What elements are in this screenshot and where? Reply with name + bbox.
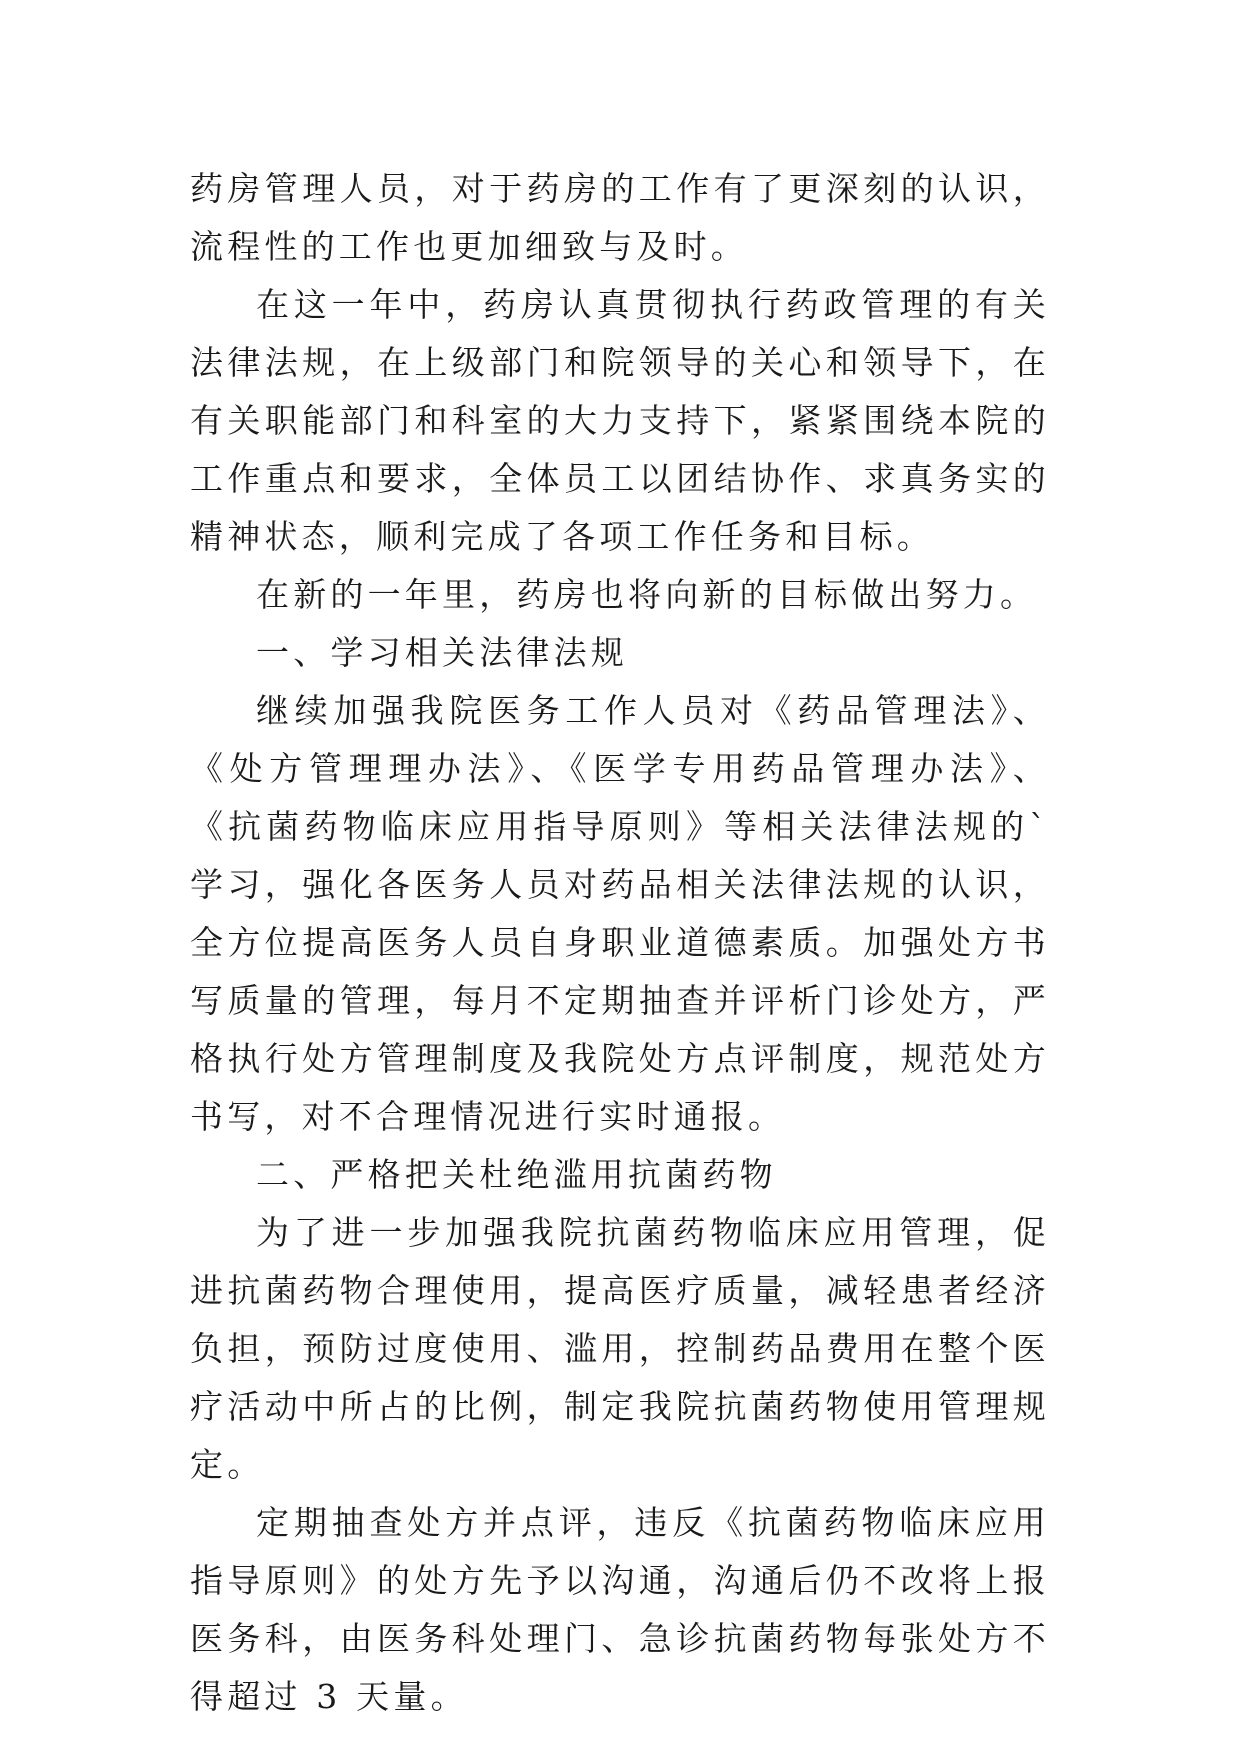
section-heading-1: 一、学习相关法律法规	[256, 633, 628, 672]
paragraph-4: 继续加强我院医务工作人员对《药品管理法》、《处方管理理办法》、《医学专用药品管理办法》、《抗菌药物临床应用指导原则》等相关法律法规的`学习，强化各医务人员对药品相关法律法规的认识，全方位提高医务人员自身职业道德素质。加强处方书写质量的管理，每月不定期抽查并评析门诊处方，严格执行处方管理制度及我院处方点评制度，规范处方书写，对不合理情况进行实时通报。	[190, 691, 1050, 1136]
paragraph-3: 在新的一年里，药房也将向新的目标做出努力。	[256, 575, 1038, 614]
document-body	[190, 160, 1050, 1726]
paragraph-5: 为了进一步加强我院抗菌药物临床应用管理，促进抗菌药物合理使用，提高医疗质量，减轻患者经济负担，预防过度使用、滥用，控制药品费用在整个医疗活动中所占的比例，制定我院抗菌药物使用管理规定。	[190, 1213, 1050, 1484]
paragraph-1: 药房管理人员，对于药房的工作有了更深刻的认识，流程性的工作也更加细致与及时。	[190, 169, 1050, 266]
paragraph-2: 在这一年中，药房认真贯彻执行药政管理的有关法律法规，在上级部门和院领导的关心和领导下，在有关职能部门和科室的大力支持下，紧紧围绕本院的工作重点和要求，全体员工以团结协作、求真务实的精神状态，顺利完成了各项工作任务和目标。	[190, 285, 1050, 556]
section-heading-2: 二、严格把关杜绝滥用抗菌药物	[256, 1155, 777, 1194]
paragraph-6: 定期抽查处方并点评，违反《抗菌药物临床应用指导原则》的处方先予以沟通，沟通后仍不改将上报医务科，由医务科处理门、急诊抗菌药物每张处方不得超过 3 天量。	[190, 1503, 1050, 1716]
